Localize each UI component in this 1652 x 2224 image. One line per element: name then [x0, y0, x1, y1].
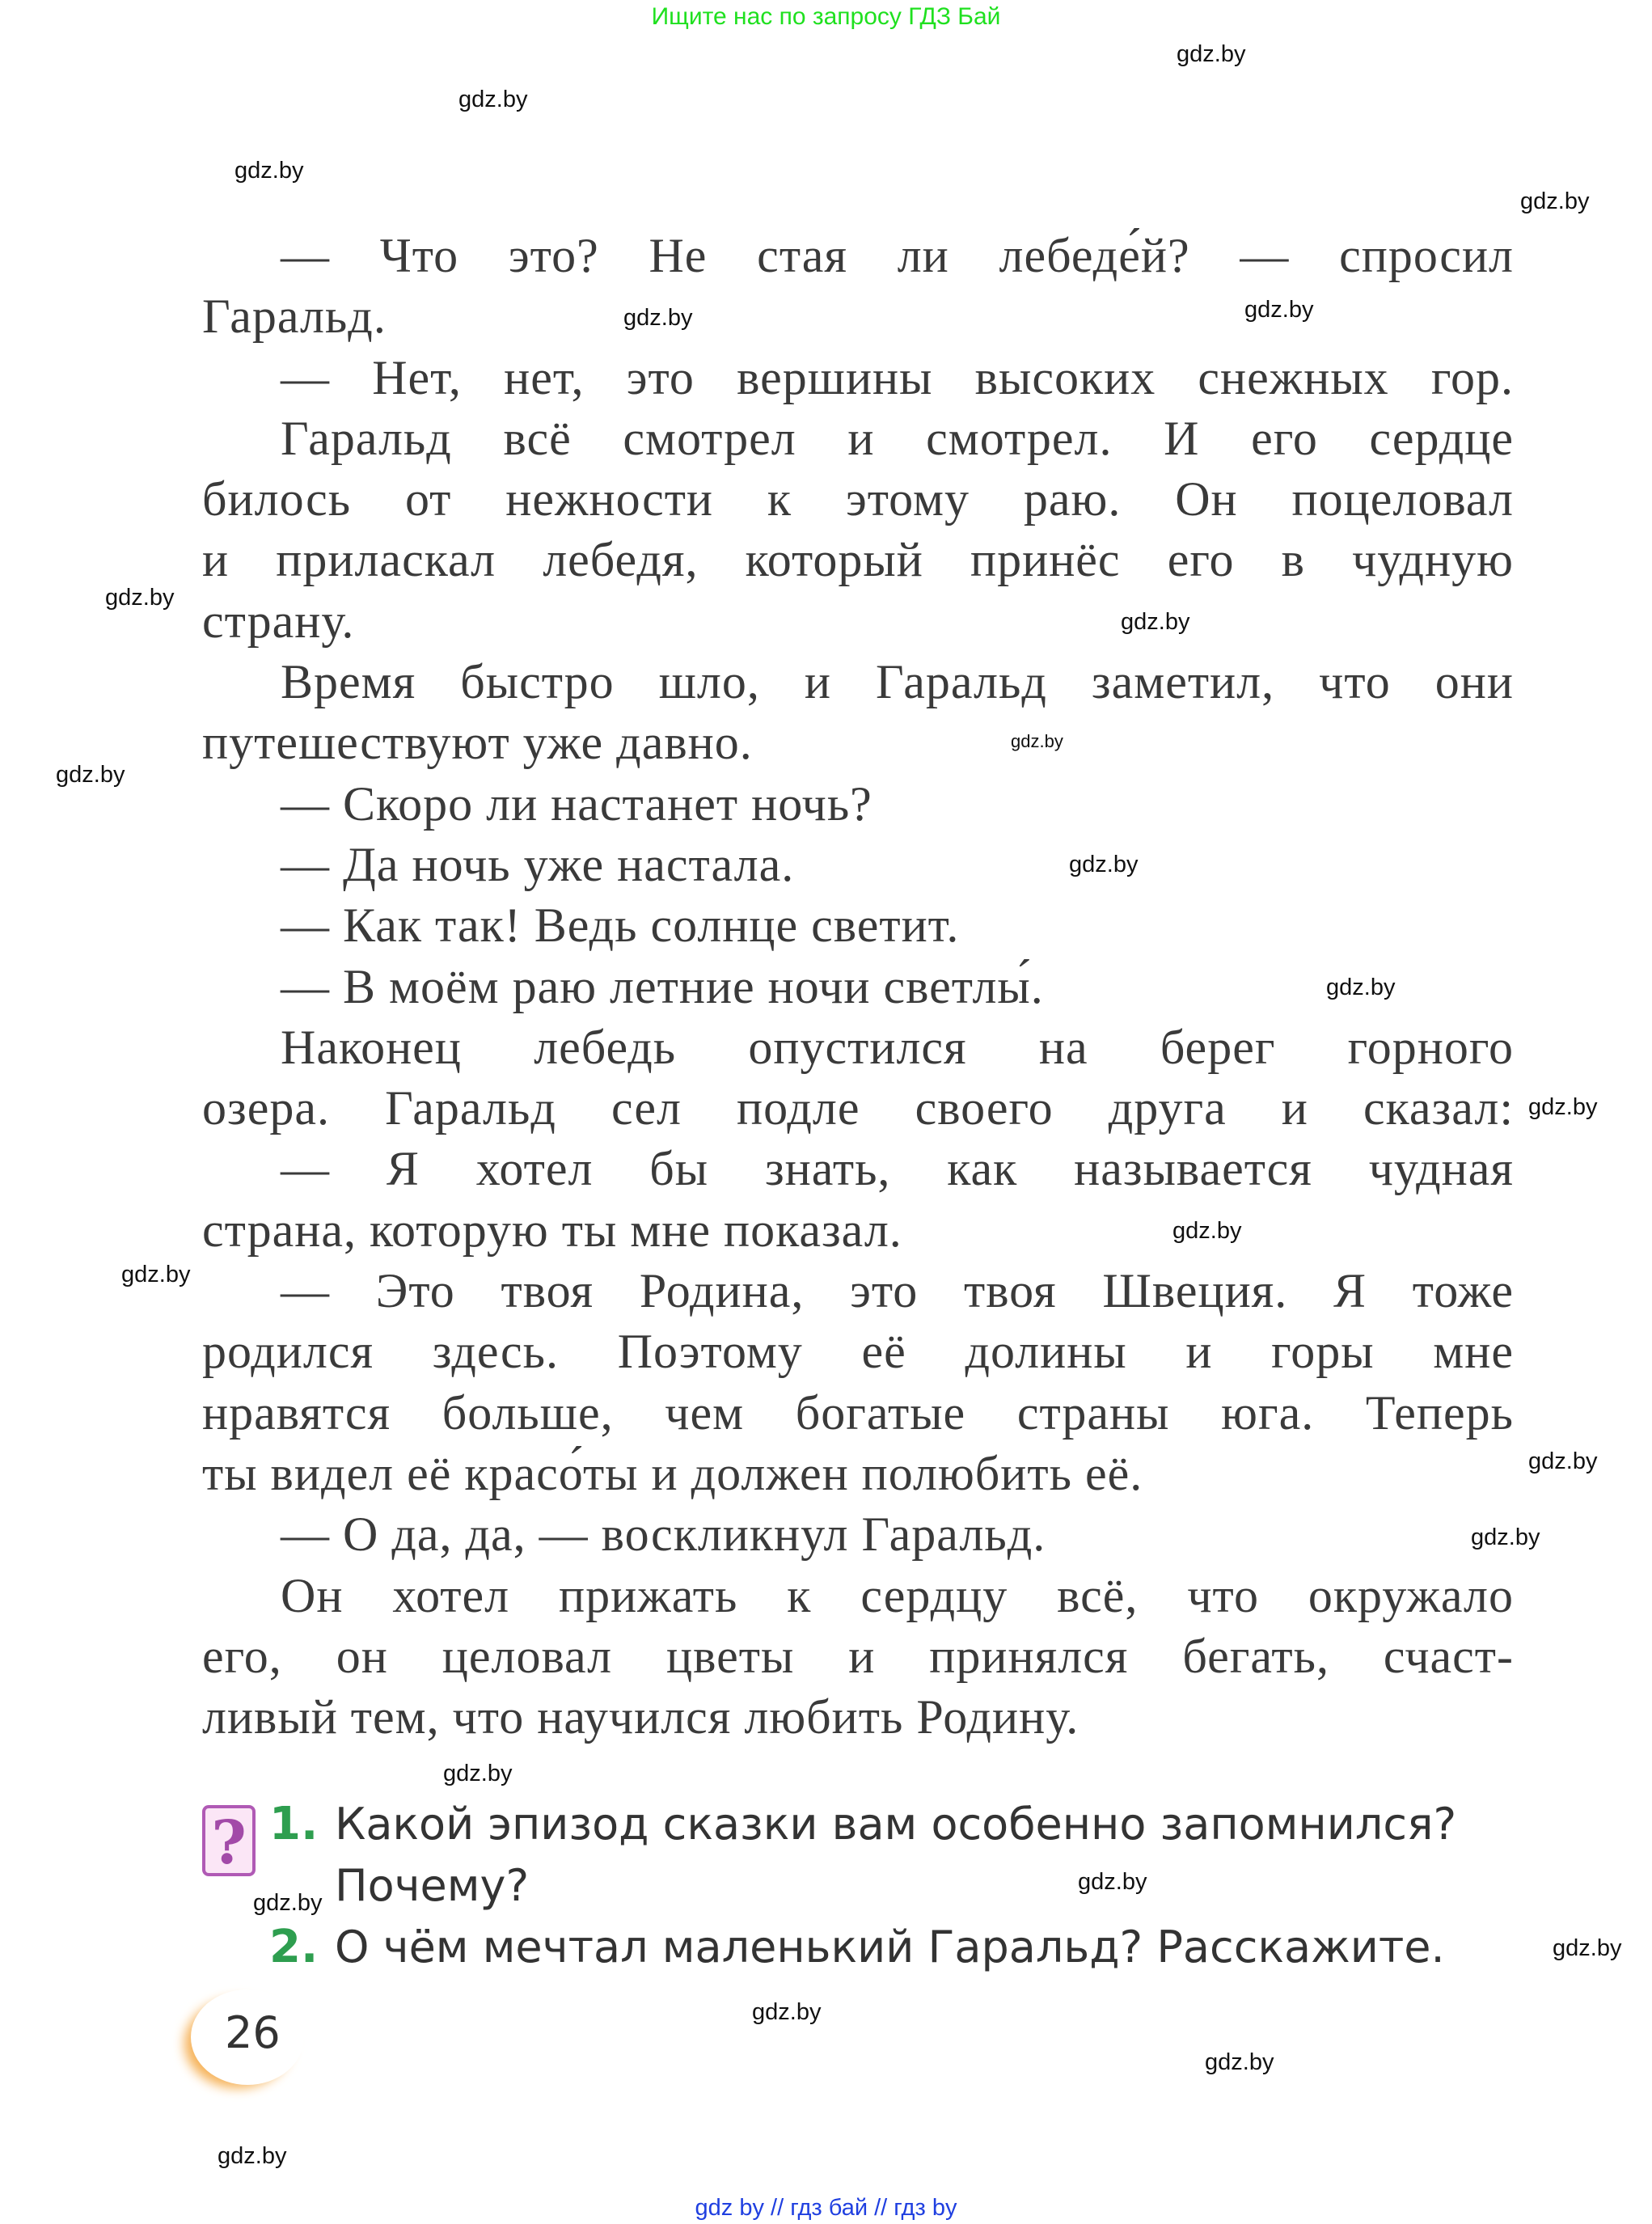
- watermark: gdz.by: [56, 762, 125, 788]
- story-line: — Это твоя Родина, это твоя Швеция. Я тоже: [281, 1264, 1514, 1318]
- watermark: gdz.by: [105, 585, 175, 611]
- story-line: — Скоро ли настанет ночь?: [281, 776, 872, 831]
- watermark: gdz.by: [1528, 1448, 1598, 1474]
- story-line: родился здесь. Поэтому её долины и горы мне: [202, 1325, 1514, 1379]
- question-2-number: 2.: [269, 1921, 319, 1973]
- watermark: gdz.by: [1244, 297, 1314, 323]
- question-1-text-cont: Почему?: [335, 1860, 530, 1911]
- story-line: — Да ночь уже настала.: [281, 837, 795, 891]
- story-line: Время быстро шло, и Гаральд заметил, что они: [281, 655, 1514, 709]
- watermark: gdz.by: [1011, 731, 1063, 751]
- watermark: gdz.by: [1069, 852, 1139, 877]
- question-1-text: Какой эпизод сказки вам особенно запомнился?: [335, 1799, 1457, 1850]
- watermark: gdz.by: [1528, 1094, 1598, 1120]
- watermark: gdz.by: [234, 158, 304, 184]
- story-line: — Я хотел бы знать, как называется чудная: [281, 1142, 1514, 1196]
- story-line: Наконец лебедь опустился на берег горного: [281, 1020, 1514, 1074]
- story-line: — Нет, нет, это вершины высоких снежных гор.: [281, 350, 1514, 404]
- story-line: страна, которую ты мне показал.: [202, 1203, 902, 1257]
- watermark: gdz.by: [218, 2143, 287, 2169]
- story-line: Гаральд всё смотрел и смотрел. И его сердце: [281, 411, 1514, 465]
- story-line: ты видел её красо́ты и должен полюбить её.: [202, 1446, 1143, 1500]
- story-line: — Что это? Не стая ли лебеде́й? — спросил: [281, 229, 1514, 282]
- watermark: gdz.by: [1326, 975, 1396, 1000]
- watermark: gdz.by: [443, 1761, 513, 1786]
- search-hint-banner: Ищите нас по запросу ГДЗ Бай: [651, 3, 1001, 30]
- watermark: gdz.by: [1177, 41, 1246, 67]
- story-line: — В моём раю летние ночи светлы́.: [281, 959, 1044, 1013]
- page-number: 26: [225, 2007, 281, 2058]
- watermark: gdz.by: [121, 1262, 191, 1287]
- watermark: gdz.by: [253, 1890, 323, 1916]
- story-text: [202, 226, 1514, 1748]
- watermark: gdz.by: [623, 305, 693, 331]
- story-line: билось от нежности к этому раю. Он поцеловал: [202, 472, 1514, 526]
- story-line: путешествуют уже давно.: [202, 716, 753, 770]
- question-mark-icon: ?: [202, 1805, 256, 1876]
- story-line: ливый тем, что научился любить Родину.: [202, 1690, 1080, 1744]
- watermark: gdz.by: [1121, 609, 1190, 635]
- watermark: gdz.by: [1471, 1524, 1540, 1550]
- watermark: gdz.by: [1553, 1935, 1622, 1961]
- story-line: озера. Гаральд сел подле своего друга и сказал:: [202, 1081, 1514, 1135]
- story-line: — Как так! Ведь солнце светит.: [281, 898, 960, 953]
- watermark: gdz.by: [1078, 1869, 1147, 1895]
- question-2-text: О чём мечтал маленький Гаральд? Расскажите.: [335, 1922, 1445, 1972]
- story-line: Он хотел прижать к сердцу всё, что окружало: [281, 1568, 1514, 1622]
- watermark: gdz.by: [1205, 2049, 1274, 2075]
- story-line: — О да, да, — воскликнул Гаральд.: [281, 1507, 1046, 1562]
- footer-links: gdz by // гдз бай // гдз by: [695, 2195, 957, 2221]
- watermark: gdz.by: [1172, 1218, 1242, 1244]
- watermark: gdz.by: [752, 1999, 822, 2025]
- story-line: нравятся больше, чем богатые страны юга. Теперь: [202, 1385, 1514, 1440]
- watermark: gdz.by: [1520, 188, 1590, 214]
- story-line: его, он целовал цветы и принялся бегать, счаст-: [202, 1629, 1514, 1683]
- question-1-number: 1.: [269, 1798, 319, 1850]
- story-line: страну.: [202, 594, 355, 648]
- watermark: gdz.by: [458, 87, 528, 112]
- story-line: и приласкал лебедя, который принёс его в чудную: [202, 533, 1514, 587]
- story-line: Гаральд.: [202, 290, 387, 344]
